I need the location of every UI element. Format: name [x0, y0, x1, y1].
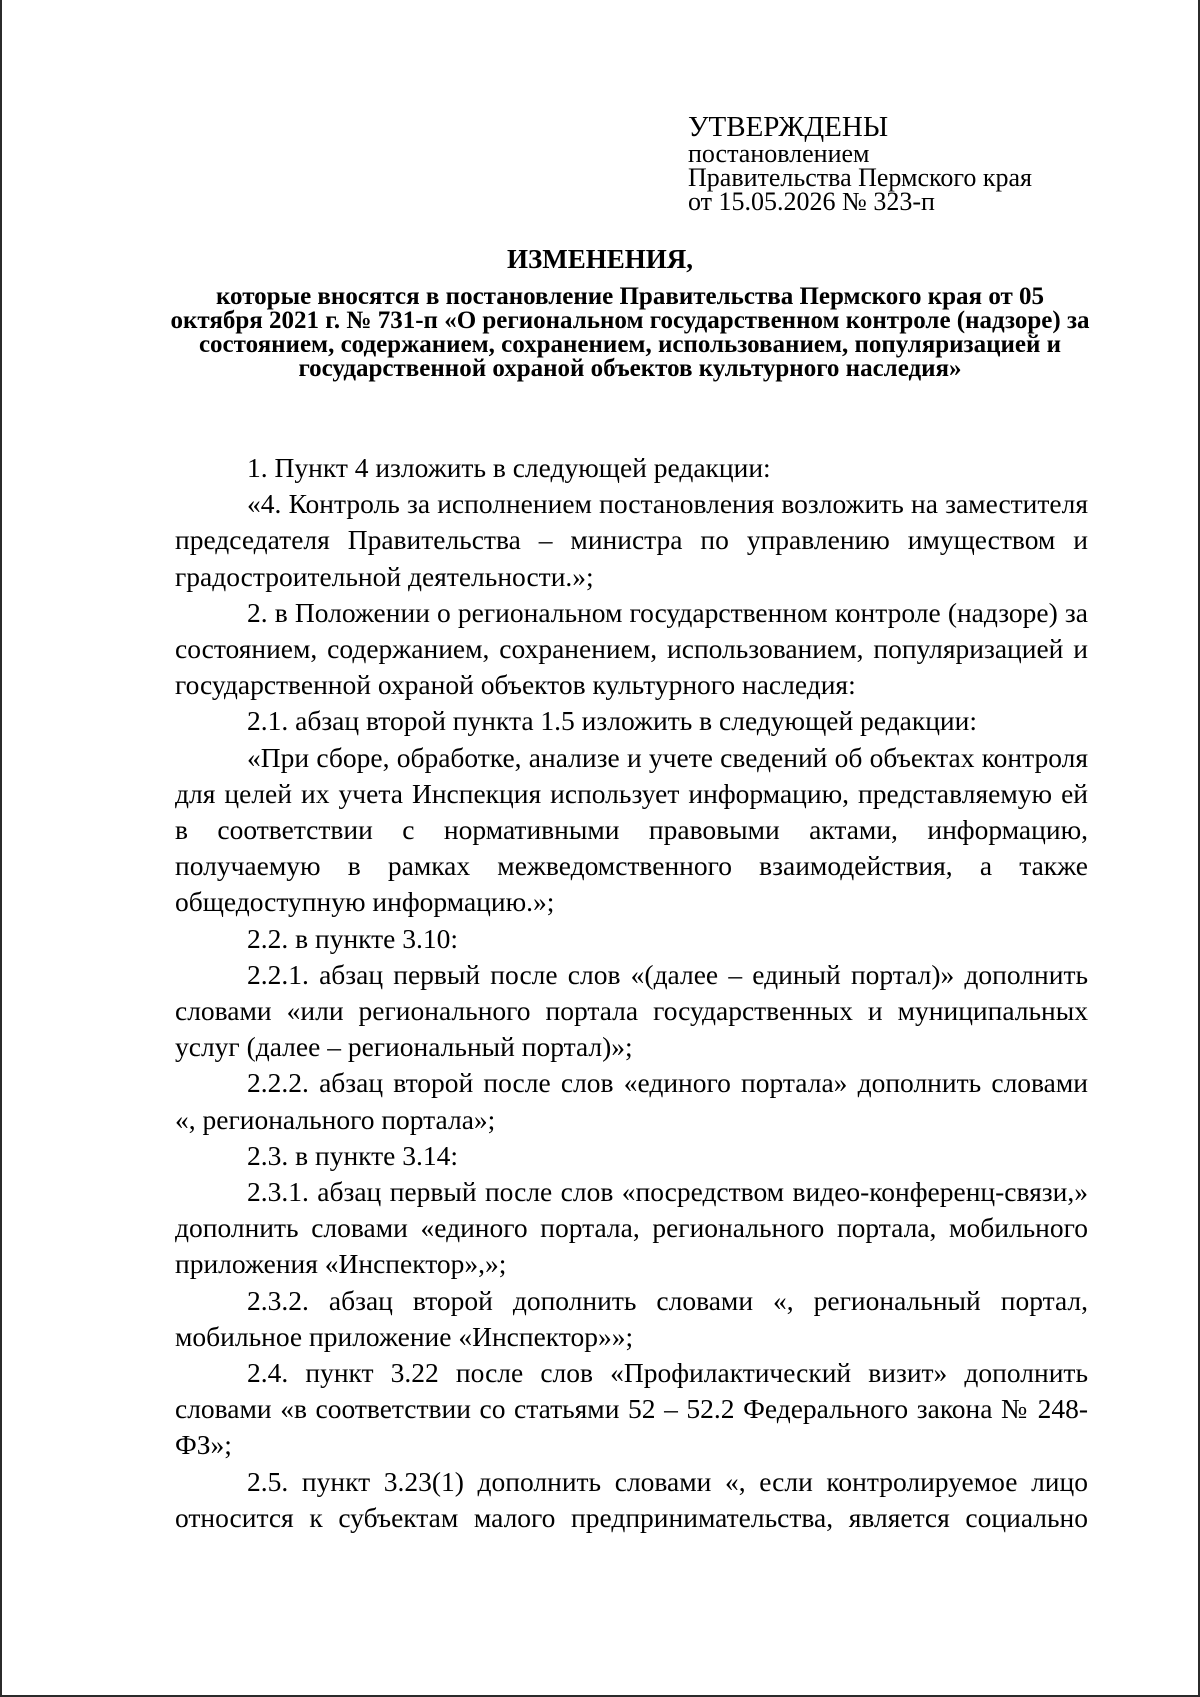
paragraph: «При сборе, обработке, анализе и учете сведений об объектах контроля для целей их учета Инспекция использует информацию, представляемую ей в соответствии с нормативными правовыми актами, информацию, получаемую в рамках межведомственного взаимодействия, а также общедоступную информацию.»; [175, 741, 1088, 918]
paragraph: 2.3.1. абзац первый после слов «посредством видео-конференц-связи,» дополнить словами «единого портала, регионального портала, мобильного приложения «Инспектор»,»; [175, 1176, 1088, 1280]
paragraph: «4. Контроль за исполнением постановления возложить на заместителя председателя Правительства – министра по управлению имуществом и градостроительной деятельности.»; [175, 488, 1088, 592]
approval-heading: УТВЕРЖДЕНЫ [688, 111, 889, 143]
document-body [175, 450, 1088, 1536]
paragraph: 2.4. пункт 3.22 после слов «Профилактический визит» дополнить словами «в соответствии со статьями 52 – 52.2 Федерального закона № 248-ФЗ»; [175, 1357, 1088, 1461]
document-title: ИЗМЕНЕНИЯ, [506, 244, 693, 274]
paragraph: 2.2. в пункте 3.10: [247, 922, 459, 954]
paragraph: 2.3.2. абзац второй дополнить словами «, региональный портал, мобильное приложение «Инспектор»»; [175, 1284, 1088, 1352]
paragraph: 2.3. в пункте 3.14: [247, 1139, 459, 1171]
approval-line-2: Правительства Пермского края [688, 163, 1032, 192]
approval-line-1: постановлением [688, 139, 870, 168]
paragraph: 1. Пункт 4 изложить в следующей редакции: [247, 452, 771, 483]
paragraph: 2. в Положении о региональном государственном контроле (надзоре) за состоянием, содержанием, сохранением, использованием, популяризацией и государственной охраной объектов культурного наследия: [175, 596, 1088, 701]
approval-line-3: от 15.05.2026 № 323-п [688, 187, 935, 216]
document-subtitle: которые вносятся в постановление Правительства Пермского края от 05 октября 2021 г. № 731-п «О региональном государственном контроле (надзоре) за состоянием, содержанием, сохранением, использованием, популяризацией и государственной охраной объектов культурного наследия» [170, 283, 1090, 382]
paragraph: 2.1. абзац второй пункта 1.5 изложить в следующей редакции: [247, 705, 977, 737]
paragraph: 2.2.1. абзац первый после слов «(далее – единый портал)» дополнить словами «или регионального портала государственных и муниципальных услуг (далее – региональный портал)»; [175, 958, 1088, 1063]
paragraph: 2.5. пункт 3.23(1) дополнить словами «, если контролируемое лицо относится к субъектам малого предпринимательства, является социально [175, 1465, 1088, 1533]
paragraph: 2.2.2. абзац второй после слов «единого портала» дополнить словами «, регионального портала»; [175, 1067, 1088, 1135]
approval-stamp-block [688, 112, 1168, 214]
